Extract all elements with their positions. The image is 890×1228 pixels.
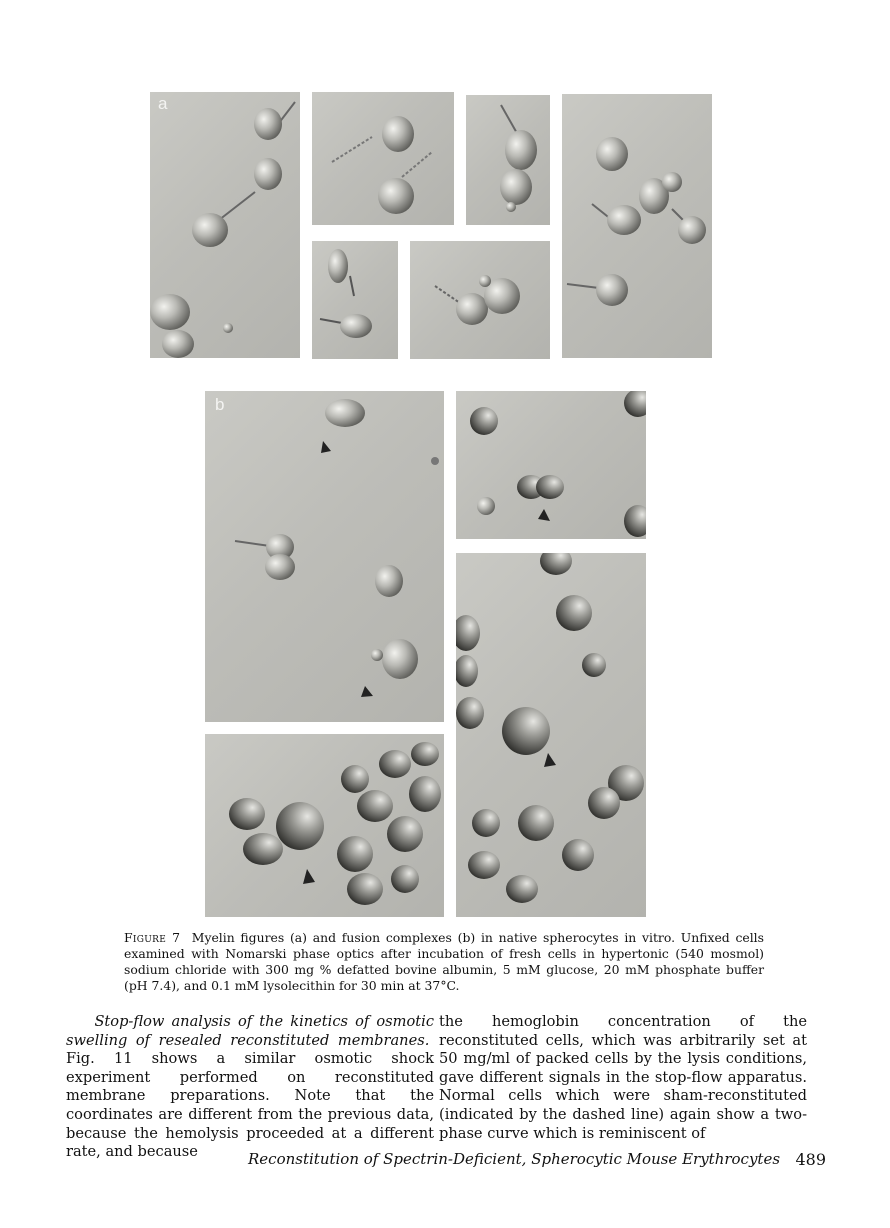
- panel-label-b: b: [215, 395, 225, 414]
- page-number: 489: [795, 1150, 826, 1169]
- figure-b-panel-3: [456, 553, 646, 917]
- body-text-left: Fig. 11 shows a similar osmotic shock experiment performed on reconstituted membrane preparations. Note that the coordinates are different from the previous data, because the hemolysis proceeded at a different rate, and because: [66, 1050, 434, 1161]
- figure-caption: [124, 930, 764, 994]
- body-column-right: [439, 1013, 807, 1143]
- body-text-right: the hemoglobin concentration of the reconstituted cells, which was arbitrarily set at 50 mg/ml of packed cells by the lysis conditions, gave different signals in the stop-flow apparatus. Normal cells which were sham-reconstituted (indicated by the dashed line) again show a two-phase curve which is reminiscent of: [439, 1013, 807, 1142]
- running-title: Reconstitution of Spectrin-Deficient, Spherocytic Mouse Erythrocytes: [248, 1150, 781, 1168]
- figure-caption-label: Figure 7: [124, 930, 181, 945]
- panel-label-a: a: [158, 94, 168, 113]
- figure-a-panel-6: [410, 241, 550, 359]
- page-footer: [248, 1150, 826, 1168]
- figure-b-panel-4: [205, 734, 444, 917]
- figure-a-panel-4: [562, 94, 712, 358]
- section-heading: Stop-flow analysis of the kinetics of osmotic swelling of resealed reconstituted membranes.: [66, 1013, 434, 1049]
- figure-b-panel-2: [456, 391, 646, 539]
- figure-b-panel-1: [205, 391, 444, 722]
- figure-caption-text: Myelin figures (a) and fusion complexes (b) in native spherocytes in vitro. Unfixed cells examined with Nomarski phase optics after incubation of fresh cells in hypertonic (540 mosmol) sodium chloride with 300 mg % defatted bovine albumin, 5 mM glucose, 20 mM phosphate buffer (pH 7.4), and 0.1 mM lysolecithin for 30 min at 37°C.: [124, 930, 764, 993]
- figure-a-panel-5: [312, 241, 398, 359]
- body-column-left: [66, 1013, 434, 1162]
- figure-a-panel-2: [312, 92, 454, 225]
- figure-a-panel-1: [150, 92, 300, 358]
- figure-a-panel-3: [466, 95, 550, 225]
